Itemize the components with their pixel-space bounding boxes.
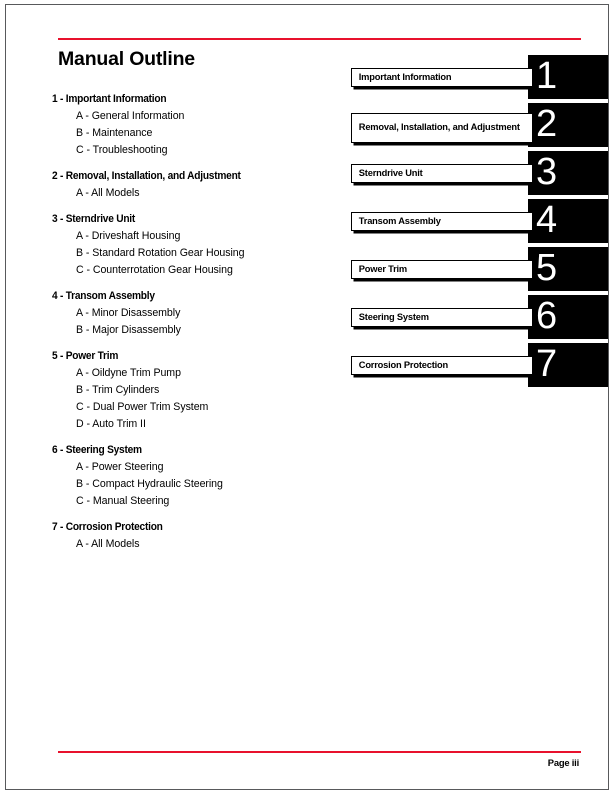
outline-subsection-list xyxy=(52,459,342,510)
outline-subsection-item: B - Major Disassembly xyxy=(76,324,181,336)
outline-subsection-list xyxy=(52,305,342,339)
outline-subsection-item: C - Manual Steering xyxy=(76,495,170,507)
chapter-tab-number-block[interactable] xyxy=(528,199,609,243)
page-title: Manual Outline xyxy=(58,48,195,70)
outline-subsection-item: C - Dual Power Trim System xyxy=(76,401,209,413)
outline-subsection-item: B - Standard Rotation Gear Housing xyxy=(76,247,245,259)
manual-outline-list xyxy=(52,91,342,562)
outline-subsection-list xyxy=(52,228,342,279)
chapter-tab-label-box[interactable] xyxy=(351,260,533,279)
chapter-tab-number: 1 xyxy=(536,55,558,98)
outline-subsection-item: B - Maintenance xyxy=(76,127,153,139)
chapter-tab-number: 3 xyxy=(536,151,558,194)
outline-subsection-list xyxy=(52,536,342,553)
outline-subsection-item: A - All Models xyxy=(76,538,140,550)
chapter-tab-number: 2 xyxy=(536,103,558,146)
outline-subsection-item: C - Counterrotation Gear Housing xyxy=(76,264,233,276)
outline-chapter xyxy=(52,168,342,202)
chapter-tab-number: 6 xyxy=(536,295,558,338)
chapter-tab-label-box[interactable] xyxy=(351,212,533,231)
chapter-tab-number-block[interactable] xyxy=(528,55,609,99)
outline-subsection-list xyxy=(52,185,342,202)
outline-subsection-item: A - Oildyne Trim Pump xyxy=(76,367,181,379)
outline-subsection-list xyxy=(52,365,342,433)
outline-chapter-title: 7 - Corrosion Protection xyxy=(52,521,163,533)
chapter-tab-number-block[interactable] xyxy=(528,103,609,147)
chapter-tab-label-box[interactable] xyxy=(351,68,533,87)
chapter-tab-number-block[interactable] xyxy=(528,151,609,195)
chapter-tab-label: Steering System xyxy=(358,311,429,323)
chapter-tab-label-box[interactable] xyxy=(351,308,533,327)
outline-subsection-item: C - Troubleshooting xyxy=(76,144,168,156)
outline-subsection-item: A - Minor Disassembly xyxy=(76,307,181,319)
outline-chapter-title: 6 - Steering System xyxy=(52,444,142,456)
outline-subsection-item: D - Auto Trim II xyxy=(76,418,146,430)
outline-chapter xyxy=(52,442,342,510)
chapter-tab-number: 4 xyxy=(536,199,558,242)
chapter-tab-label: Transom Assembly xyxy=(358,215,441,227)
outline-subsection-item: B - Compact Hydraulic Steering xyxy=(76,478,223,490)
chapter-tab-label: Power Trim xyxy=(358,263,408,275)
outline-chapter xyxy=(52,348,342,433)
footer-rule xyxy=(58,751,581,753)
outline-subsection-item: B - Trim Cylinders xyxy=(76,384,160,396)
outline-chapter xyxy=(52,288,342,339)
outline-subsection-item: A - Driveshaft Housing xyxy=(76,230,181,242)
outline-chapter-title: 2 - Removal, Installation, and Adjustment xyxy=(52,170,241,182)
chapter-tab-label-box[interactable] xyxy=(351,113,533,143)
chapter-tab-number: 7 xyxy=(536,343,558,386)
chapter-tab-number-block[interactable] xyxy=(528,343,609,387)
chapter-tab-label: Corrosion Protection xyxy=(358,359,448,371)
outline-subsection-item: A - Power Steering xyxy=(76,461,164,473)
outline-subsection-item: A - General Information xyxy=(76,110,185,122)
chapter-tab-number-block[interactable] xyxy=(528,295,609,339)
outline-chapter xyxy=(52,211,342,279)
outline-subsection-item: A - All Models xyxy=(76,187,140,199)
chapter-tab-label-box[interactable] xyxy=(351,164,533,183)
page-number: Page iii xyxy=(547,757,579,768)
chapter-tab-label: Removal, Installation, and Adjustment xyxy=(358,122,520,133)
chapter-tab-label: Sterndrive Unit xyxy=(358,167,423,179)
outline-subsection-list xyxy=(52,108,342,159)
outline-chapter xyxy=(52,91,342,159)
outline-chapter-title: 4 - Transom Assembly xyxy=(52,290,155,302)
chapter-tab-label-box[interactable] xyxy=(351,356,533,375)
chapter-tab-label: Important Information xyxy=(358,71,452,83)
outline-chapter-title: 5 - Power Trim xyxy=(52,350,119,362)
header-rule xyxy=(58,38,581,40)
chapter-tab-number-block[interactable] xyxy=(528,247,609,291)
outline-chapter xyxy=(52,519,342,553)
document-page xyxy=(5,4,609,790)
outline-chapter-title: 3 - Sterndrive Unit xyxy=(52,213,136,225)
chapter-tab-number: 5 xyxy=(536,247,558,290)
outline-chapter-title: 1 - Important Information xyxy=(52,93,167,105)
